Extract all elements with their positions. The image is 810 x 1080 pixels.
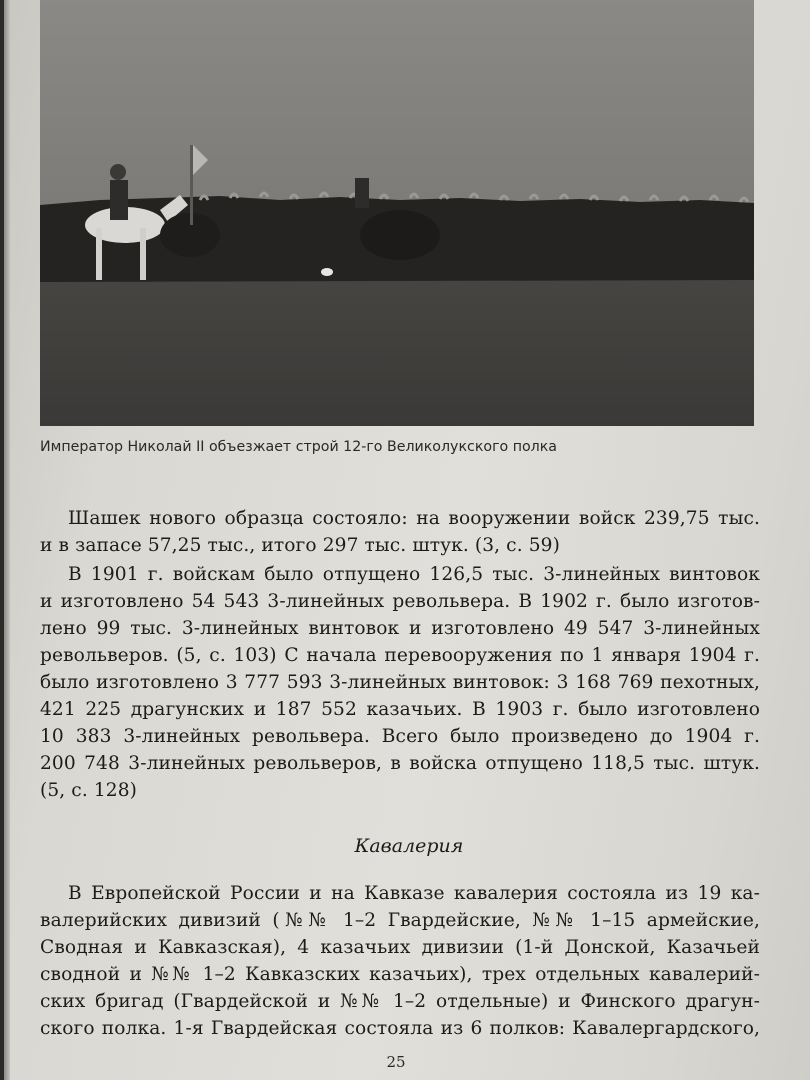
text-line: ского полка. 1-я Гвардейская состояла из 6 полков: Кавалергардского, — [40, 1018, 760, 1039]
text-line: лено 99 тыс. 3-линейных винтовок и изготовлено 49 547 3-линейных — [40, 618, 760, 639]
text-line: Шашек нового образца состояло: на вооружении войск 239,75 тыс. — [68, 508, 760, 529]
text-line: (5, с. 128) — [40, 780, 137, 801]
text-line: было изготовлено 3 777 593 3-линейных винтовок: 3 168 769 пехотных, — [40, 672, 760, 693]
photo-caption: Император Николай II объезжает строй 12-го Великолукского полка — [40, 439, 558, 455]
paragraph-sabres — [40, 505, 760, 559]
text-line: и изготовлено 54 543 3-линейных револьвера. В 1902 г. было изготов- — [40, 591, 760, 612]
text-line: ских бригад (Гвардейской и №№ 1–2 отдельные) и Финского драгун- — [40, 991, 760, 1012]
page-edge — [4, 0, 10, 1080]
text-line: 421 225 драгунских и 187 552 казачьих. В 1903 г. было изготовлено — [40, 699, 760, 720]
text-line: Сводная и Кавказская), 4 казачьих дивизии (1-й Донской, Казачьей — [40, 937, 760, 958]
text-line: 10 383 3-линейных револьвера. Всего было произведено до 1904 г. — [40, 726, 760, 747]
section-title: Кавалерия — [354, 835, 464, 857]
paragraph-cavalry — [40, 880, 760, 1042]
historical-photo — [40, 0, 754, 426]
historical-photo-cavalry-review-icon — [40, 0, 754, 426]
paragraph-rifles — [40, 561, 760, 804]
text-line: револьверов. (5, с. 103) С начала перевооружения по 1 января 1904 г. — [40, 645, 760, 666]
text-line: сводной и №№ 1–2 Кавказских казачьих), трех отдельных кавалерий- — [40, 964, 760, 985]
book-page — [4, 0, 810, 1080]
text-line: валерийских дивизий (№№ 1–2 Гвардейские, №№ 1–15 армейские, — [40, 910, 760, 931]
text-line: В 1901 г. войскам было отпущено 126,5 тыс. 3-линейных винтовок — [68, 564, 760, 585]
text-line: 200 748 3-линейных револьверов, в войска отпущено 118,5 тыс. штук. — [40, 753, 760, 774]
page-number: 25 — [386, 1053, 406, 1071]
text-line: и в запасе 57,25 тыс., итого 297 тыс. штук. (3, с. 59) — [40, 535, 560, 556]
text-line: В Европейской России и на Кавказе кавалерия состояла из 19 ка- — [68, 883, 760, 904]
